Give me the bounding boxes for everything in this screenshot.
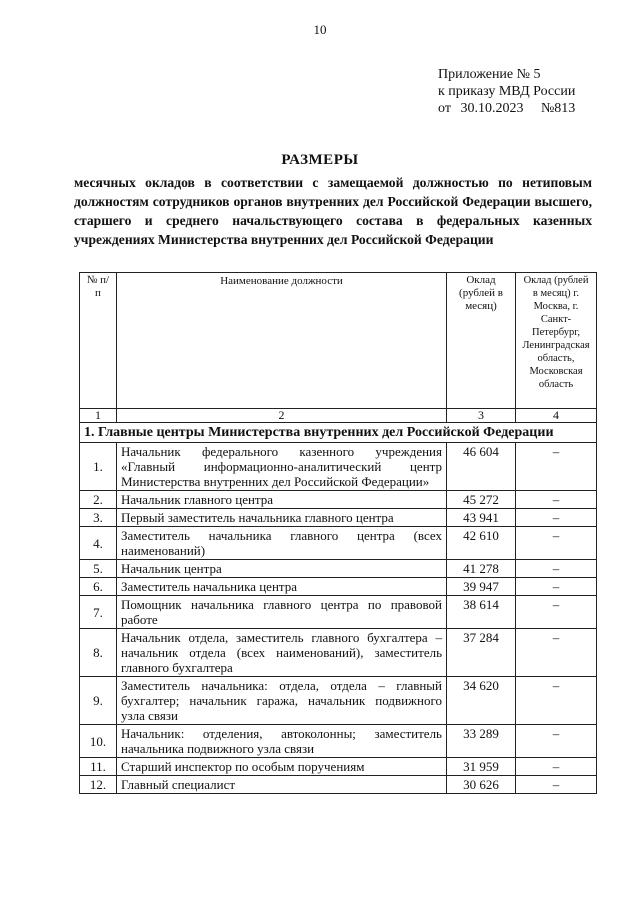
row-number: 1.	[80, 443, 117, 491]
row-number: 10.	[80, 725, 117, 758]
position-name: Начальник главного центра	[117, 491, 447, 509]
salary-msk-value: –	[516, 629, 597, 677]
table-row	[80, 596, 597, 629]
salary-msk-value: –	[516, 578, 597, 596]
salary-msk-value: –	[516, 596, 597, 629]
table-row	[80, 527, 597, 560]
table-row	[80, 443, 597, 491]
salary-msk-value: –	[516, 677, 597, 725]
document-subtitle: месячных окладов в соответствии с замещаемой должностью по нетиповым должностям сотрудников органов внутренних дел Российской Федерации высшего, старшего и среднего начальствующего состава в федеральных казенных учреждениях Министерства внутренних дел Российской Федерации	[74, 175, 592, 247]
header-salary-msk: Оклад (рублей в месяц) г. Москва, г. Санкт-Петербург, Ленинградская область, Московская область	[516, 273, 597, 409]
salary-msk-value: –	[516, 560, 597, 578]
section-title: 1. Главные центры Министерства внутренних дел Российской Федерации	[80, 423, 597, 443]
row-number: 9.	[80, 677, 117, 725]
salary-value: 30 626	[447, 776, 516, 794]
appendix-block	[438, 66, 575, 117]
page-number: 10	[313, 22, 327, 37]
salary-value: 39 947	[447, 578, 516, 596]
salary-msk-value: –	[516, 509, 597, 527]
section-row	[80, 423, 597, 443]
salary-msk-value: –	[516, 758, 597, 776]
position-name: Начальник: отделения, автоколонны; заместитель начальника подвижного узла связи	[117, 725, 447, 758]
salary-value: 42 610	[447, 527, 516, 560]
document-title: РАЗМЕРЫ	[281, 152, 359, 168]
table-row	[80, 491, 597, 509]
position-name: Заместитель начальника центра	[117, 578, 447, 596]
position-name: Заместитель начальника: отдела, отдела – главный бухгалтер; начальник гаража, начальник подвижного узла связи	[117, 677, 447, 725]
salary-value: 37 284	[447, 629, 516, 677]
appendix-number: №813	[540, 101, 576, 116]
appendix-date-line	[438, 100, 575, 117]
position-name: Начальник федерального казенного учреждения «Главный информационно-аналитический центр Министерства внутренних дел Российской Федерации»	[117, 443, 447, 491]
row-number: 4.	[80, 527, 117, 560]
table-body	[80, 409, 597, 794]
column-number: 1	[80, 409, 117, 423]
salary-msk-value: –	[516, 491, 597, 509]
table-header-row	[80, 273, 597, 409]
row-number: 11.	[80, 758, 117, 776]
appendix-prefix: от	[438, 101, 451, 116]
salary-value: 31 959	[447, 758, 516, 776]
salary-value: 45 272	[447, 491, 516, 509]
appendix-line-1: Приложение № 5	[438, 67, 541, 82]
table-row	[80, 677, 597, 725]
salary-value: 33 289	[447, 725, 516, 758]
position-name: Помощник начальника главного центра по правовой работе	[117, 596, 447, 629]
salary-table	[79, 272, 597, 794]
row-number: 7.	[80, 596, 117, 629]
position-name: Первый заместитель начальника главного центра	[117, 509, 447, 527]
salary-value: 41 278	[447, 560, 516, 578]
column-number: 2	[117, 409, 447, 423]
salary-msk-value: –	[516, 725, 597, 758]
position-name: Начальник отдела, заместитель главного бухгалтера – начальник отдела (всех наименований), заместитель главного бухгалтера	[117, 629, 447, 677]
salary-msk-value: –	[516, 776, 597, 794]
salary-value: 38 614	[447, 596, 516, 629]
row-number: 5.	[80, 560, 117, 578]
appendix-date: 30.10.2023	[460, 101, 524, 116]
table-row	[80, 560, 597, 578]
position-name: Старший инспектор по особым поручениям	[117, 758, 447, 776]
header-num: № п/п	[80, 273, 117, 409]
header-name: Наименование должности	[117, 273, 447, 409]
row-number: 3.	[80, 509, 117, 527]
row-number: 6.	[80, 578, 117, 596]
table-row	[80, 776, 597, 794]
row-number: 8.	[80, 629, 117, 677]
salary-msk-value: –	[516, 527, 597, 560]
column-numbers-row	[80, 409, 597, 423]
table-row	[80, 725, 597, 758]
row-number: 12.	[80, 776, 117, 794]
position-name: Главный специалист	[117, 776, 447, 794]
header-salary: Оклад (рублей в месяц)	[447, 273, 516, 409]
salary-value: 43 941	[447, 509, 516, 527]
row-number: 2.	[80, 491, 117, 509]
salary-value: 34 620	[447, 677, 516, 725]
salary-msk-value: –	[516, 443, 597, 491]
appendix-line-2: к приказу МВД России	[438, 84, 576, 99]
table-row	[80, 758, 597, 776]
table-row	[80, 578, 597, 596]
column-number: 3	[447, 409, 516, 423]
position-name: Заместитель начальника главного центра (всех наименований)	[117, 527, 447, 560]
table-row	[80, 629, 597, 677]
column-number: 4	[516, 409, 597, 423]
table-row	[80, 509, 597, 527]
salary-value: 46 604	[447, 443, 516, 491]
position-name: Начальник центра	[117, 560, 447, 578]
